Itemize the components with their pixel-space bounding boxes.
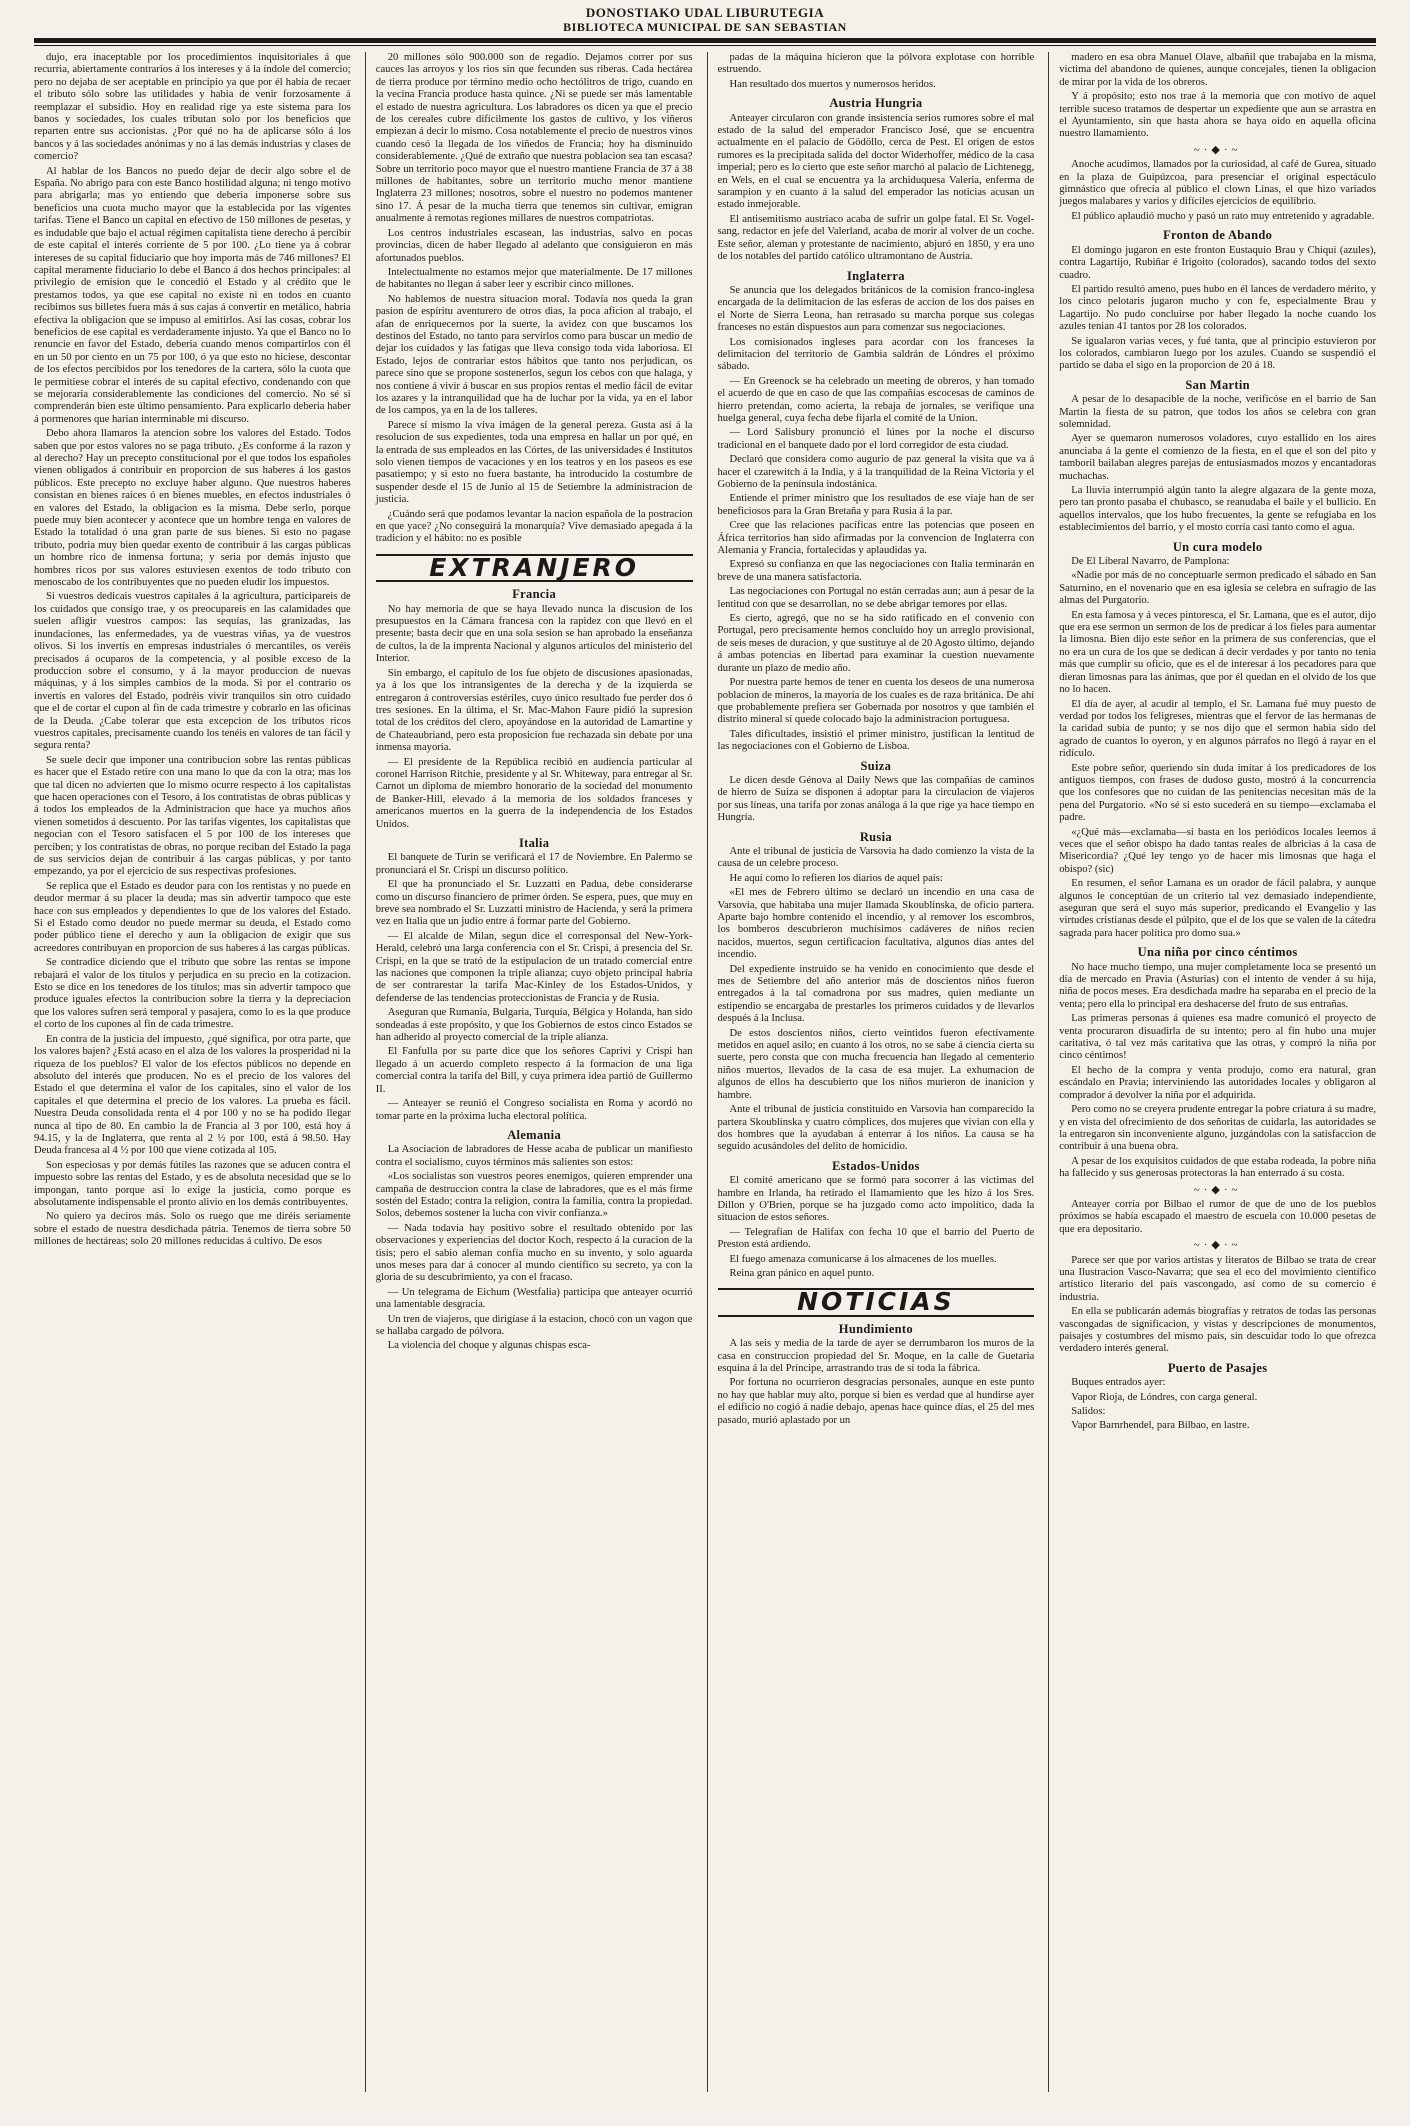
article-paragraph: Aseguran que Rumanía, Bulgaria, Turquía, Bélgica y Holanda, han sido sondeadas á este propósito, y que los Gobiernos de estos cinco Estados se han adherido al proyecto comercial de la triple alianza.: [375, 1007, 693, 1044]
column-2: [365, 52, 693, 2092]
article-paragraph: A pesar de los exquisitos cuidados de que estaba rodeada, la pobre niña ha fallecido y sus generosas protectoras la han enterrado á su costa.: [1059, 1155, 1376, 1180]
article-paragraph: «El mes de Febrero último se declaró un incendio en una casa de Varsovia, que habitaba una mujer llamada Skoublinska, de oficio partera. Aparte bajo hombre contenido el incendio, y al remover los escombros, los bomberos descubrieron muchísimos cadáveres de niños recien nacidos, muertos, segun certificacion facultativa, algunos días antes del incendio.: [717, 887, 1035, 961]
article-paragraph: A pesar de lo desapacible de la noche, verificóse en el barrio de San Martin la fiesta de su patron, que todos los años se celebra con gran solemnidad.: [1059, 394, 1376, 430]
section-heading: Fronton de Abando: [1163, 228, 1273, 243]
article-paragraph: El antisemitismo austriaco acaba de sufrir un golpe fatal. El Sr. Vogel-sang, redactor en jefe del Valerland, acaba de morir al volver de un coche. Este señor, aleman y protestante de nacimiento, abjuró en 1850, y era uno de los notables del partido católico ultramontano de Austria.: [717, 213, 1035, 263]
section-heading: San Martin: [1185, 377, 1250, 392]
article-paragraph: Por fortuna no ocurrieron desgracias personales, aunque en este punto no hay que hablar muy alto, porque si bien es verdad que al hundirse ayer el edificio no cogió á nadie debajo, apenas hace quince días, el 25 del mes pasado, murió aplastado por un: [717, 1377, 1035, 1426]
article-paragraph: De El Liberal Navarro, de Pamplona:: [1071, 556, 1230, 568]
article-paragraph: Se suele decir que imponer una contribucion sobre las rentas públicas es hacer que el Estado retire con una mano lo que da con la otra; mas los que tal dicen no advierten que lo mismo ocurre respecto á los capitalistas que hacen operaciones con el Tesoro, á los contratistas de obras públicas y á todos los empleados de la Administracion que hace ya muchos años vienen sometidos á descuento. Por las tarifas vigentes, los capitalistas que negocian con el Tesoro satisfacen el 5 por 100 de los intereses que perciben; y los contratistas de obras, no porque reciban del Estado la paga de sus servicios dejan de contribuir á las cargas públicas, y por tanto empezando, ya por el ejercicio de sus respectivas profesiones.: [34, 754, 351, 878]
section-heading: Puerto de Pasajes: [1167, 1360, 1268, 1375]
article-paragraph: Del expediente instruido se ha venido en conocimiento que desde el mes de Setiembre del año anterior más de doscientos niños fueron entregados á la tal comadrona por sus madres, quien mediante un estipendio se encargaba de prestarles los primeros cuidados y de llevarlos después á la Inclusa.: [717, 963, 1035, 1025]
article-paragraph: Anteayer corría por Bilbao el rumor de que de uno de los pueblos próximos se había escapado el maestro de escuela con 10.000 pesetas de que era depositario.: [1059, 1198, 1376, 1235]
article-paragraph: No quiero ya deciros más. Solo os ruego que me diréis seriamente sobre el estado de nuestra desdichada pátria. Tenemos de tierra sobre 50 millones de hectáreas; solo 20 millones reducidas á cultivo. De esos: [34, 1211, 351, 1248]
section-heading: Un cura modelo: [1172, 539, 1263, 554]
article-paragraph: Ayer se quemaron numerosos voladores, cuyo estallido en los aires anunciaba á la gente el comienzo de la fiesta, en el que el son del pito y tamboril bailaban alegres parejas de entusiasmados mozos y encantadoras muchachas.: [1059, 433, 1376, 482]
article-paragraph: No hay memoria de que se haya llevado nunca la discusion de los presupuestos en la Cámara francesa con la rapidez con que llevó en el presente; basta decir que en una sola sesion se han aprobado la enseñanza de cultos, la de la imprenta Nacional y algunos artículos del ministerio del Interior.: [375, 603, 693, 665]
article-paragraph: Los centros industriales escasean, las industrias, salvo en pocas provincias, dicen de haber llegado al adelanto que consiguieron en más afortunados pueblos.: [375, 227, 693, 264]
article-paragraph: Pero como no se creyera prudente entregar la pobre criatura á su madre, y en vista del ofrecimiento de dos señoritas de cuidarla, las autoridades se la entregaron sin inconveniente alguno, juzgándolas con la satisfaccion de contribuir á una buena obra.: [1059, 1104, 1376, 1153]
article-paragraph: Vapor Rioja, de Lóndres, con carga general.: [1071, 1391, 1258, 1403]
article-paragraph: Por nuestra parte hemos de tener en cuenta los deseos de una numerosa poblacion de mineros, la mayoría de los cuales es de raza británica. De ahí que probablemente prefiera ser Gobernada por nosotros y que también el distrito mineral sí quede colocado bajo la administracion portuguesa.: [717, 677, 1035, 726]
header-rule-thin: [34, 45, 1376, 46]
article-paragraph: He aquí como lo refieren los diarios de aquel país:: [729, 872, 943, 884]
section-heading: Austria Hungria: [829, 96, 923, 111]
header-rule-thick: [34, 38, 1376, 43]
article-paragraph: madero en esa obra Manuel Olave, albañil que trabajaba en la misma, víctima del abandono de quienes, aunque concejales, tienen la obligacion de mirar por la vida de los obreros.: [1059, 52, 1376, 88]
columns: [34, 52, 1376, 2092]
article-paragraph: — Anteayer se reunió el Congreso socialista en Roma y acordó no tomar parte en la próxima lucha electoral política.: [375, 1098, 693, 1122]
article-paragraph: Un tren de viajeros, que dirigíase á la estacion, chocó con un vagon que se hallaba cargado de pólvora.: [375, 1313, 693, 1337]
article-paragraph: — Lord Salisbury pronunció el lúnes por la noche el discurso tradicional en el banquete dado por el lord corregidor de esta ciudad.: [717, 427, 1035, 451]
article-paragraph: dujo, era inaceptable por los procedimientos inquisitoriales á que recurria, abiertamente contrarios á los intereses y á la índole del comercio; pero no dejaba de ser aceptable en principio ya que por él habia de recaer el tributo sólo sobre las utilidades y habia de venir forzosamente á reemplazar el subsidio. Hoy en realidad rige ya este sistema para los banos y sociedades, los cuales tributan solo por los beneficios que reparten entre sus accionistas. ¿Por qué no ha de aplicarse sólo á los bancos y á las sociedades anónimas y no á las demás industrias y clases de comercio?: [34, 52, 351, 163]
section-heading: Rusia: [859, 829, 892, 844]
article-paragraph: Parece ser que por varios artistas y literatos de Bilbao se trata de crear una Ilustracion Vasco-Navarra; que sea el eco del movimiento científico artístico literario del país vascongado, así como de su comercio é industria.: [1059, 1254, 1376, 1303]
noticias-banner: NOTICIAS: [718, 1288, 1035, 1316]
article-paragraph: El partido resultó ameno, pues hubo en él lances de verdadero mérito, y los cinco pelotaris jugaron mucho y con fe, especialmente Brau y Lagartijo. No pudo concluirse por haber llegado la noche cuando los azules tenian 41 tantos por 28 los colorados.: [1059, 283, 1376, 333]
article-paragraph: Intelectualmente no estamos mejor que materialmente. De 17 millones de habitantes no llegan á saber leer y escribir cinco millones.: [375, 266, 693, 291]
article-paragraph: Anoche acudimos, llamados por la curiosidad, al café de Gurea, situado en la plaza de Guipúzcoa, para presenciar el original espectáculo gimnástico que ofrecía al público el clown Linas, el que hizo variados juegos malabares y varios y difíciles ejercicios de equilibrio.: [1059, 159, 1376, 208]
article-paragraph: Se igualaron varias veces, y fué tanta, que al principio estuvieron por los colorados, cambiaron luego por los azules. Cuando se suspendió el partido se daba el sigo en la proporcion de 20 á 18.: [1059, 335, 1376, 372]
article-paragraph: 20 millones sólo 900.000 son de regadío. Dejamos correr por sus cauces las arroyos y los rios sin que fecunden sus riberas. Cada hectárea de tierra produce por término medio ocho hectólitros de trigo, cuando en la vecina Francia produce hasta quince. ¿Ni se puede ser más lamentable el estado de nuestra agricultura. Los labradores os dicen ya que el precio de los cereales cubre difícilmente los gastos de cultivo, y los viñeros empiezan á decir lo mismo. Cosa notablemente el precio de nuestros vinos cuando cesó la llegada de los viñedos de Francia; hoy ha disminuido considerablemente. ¿Qué de extraño que nuestra poblacion sea tan escasa? Sobre un territorio poco mayor que el nuestro mantiene Francia de 37 á 38 millones de habitantes, sobre un territorio mucho menor mantiene Inglaterra 23 millones; nosotros, sobre el nuestro no podemos mantener sino 17. Á pesar de la mucha tierra que tenemos sin cultivar, emigran anualmente á remotas regiones millares de nuestros compatriotas.: [375, 52, 693, 225]
article-paragraph: De estos doscientos niños, cierto veintidos fueron efectivamente metidos en aquel asilo; en cuanto á los otros, no se sabe á ciencia cierta su suerte, pero consta que con mucha frecuencia han llegado al cementerio niños muertos, llevados de la casa de esa mujer. La exhumacion de algunos de ellos ha descubierto que los niños murieron de inanicion y hambre.: [717, 1027, 1035, 1101]
article-paragraph: En esta famosa y á veces pintoresca, el Sr. Lamana, que es el autor, dijo que era ese sermon un sermon de los de predicar á los fieles para aumentar la limosna. Bien dijo este señor en la primera de sus conferencias, que el no era un cura de los que se dedican á decir verdades y por tanto no tenia más que cumplir su oficio, que es el de interesar á los pecadores para que dieran limosnas para las ánimas, que por él quedan en el olvido de los que no lo hacen.: [1059, 609, 1376, 696]
article-paragraph: — El presidente de la República recibió en audiencia particular al coronel Harrison Ritchie, presidente y al Sr. Whiteway, para entregar al Sr. Carnot un diploma de miembro honorario de la sociedad del monumento de Banker-Hill, elevado á la memoria de los soldados franceses y americanos muertos en la guerra de la independencia de los Estados Unidos.: [375, 756, 693, 830]
article-paragraph: Es cierto, agregó, que no se ha sido ratificado en el convenio con Portugal, pero precisamente hemos concluido hoy un arreglo provisional, de seis meses de duracion, y que sustituye al de 20 Agosto último, dejando á ambas potencias en libertad para examinar la cuestion nuevamente durante un plazo de medio año.: [717, 613, 1035, 674]
article-paragraph: Al hablar de los Bancos no puedo dejar de decir algo sobre el de España. No abrigo para con este Banco hostilidad alguna; ni tengo motivo para abrigarla; mas yo entiendo que deberia imponerse sobre sus beneficios una cuota mucho mayor que la establecida por las vigentes tarifas. Tiene el Banco un capital en efectivo de 150 millones de pesetas, y es indudable que bajo el actual régimen capitalista tiene derecho á percibir de este capital el interés corriente de 5 por 100. ¿Lo tiene ya á cobrar intereses de su capital fiduciario que hoy importa más de 746 millones? El capital meramente fiduciario lo debe el Banco á dos hechos principales: al privilegio de emision que le concedió el Estado y al crédito que le prestamos todos, ya que ese capital no existe ni en todos en cuanto recibimos sus billetes fuera más á sus cajas á convertir en metálico, habria efectiva la obligacion que se impuso al emitirlos. Así las cosas, cobrar los beneficios de ese capital es verdaderamente injusto. Ya que el Banco no lo renuncie en favor del Estado, deberia cuando menos compartirlos con él en un 50 por ciento en un 75 por 100, ó ya que esto no hiciese, descontar de los efectos percibidos por los tenedores de la cartera, sólo la cuota que le permitiese cobrar el interés de su capital efectivo, condenando con que se mejoraria considerablemente las condiciones del comercio. No sé si comprenderán bien este último pensamiento. Para explicarlo deberia haber á pormenores que harian interminable mi discurso.: [34, 165, 351, 425]
article-paragraph: No hablemos de nuestra situacion moral. Todavía nos queda la gran pasion de espíritu aventurero de otros dias, la poca aficion al trabajo, el afan de enriquecernos por la suerte, la avidez con que buscamos los destinos del Estado, no tanto para servirlos como para buscar un medio de dejar los cuidados y las fatigas que lleva consigo toda vida laboriosa. El Estado, lejos de contrariar estos hábitos que tanto nos perjudican, os parece sino que se propone sostenerlos, segun los cebos con que halaga, y nos contiene á vivir á buscar en sus propios rentas el medio fácil de evitar los azares y la intranquilidad que ha de luchar por la vida, ya en el labor de los campos, ya en la de los talleres.: [375, 293, 693, 417]
article-paragraph: Se anuncia que los delegados británicos de la comision franco-inglesa encargada de la delimitacion de las esferas de accion de los dos paises en el Norte de Sierra Leona, han retrasado su marcha porque sus colegas franceses no están dispuestos aun para comenzar sus negociaciones.: [717, 284, 1035, 334]
article-paragraph: La lluvia interrumpió algún tanto la alegre algazara de la gente moza, pero tan pronto pasaba el chubasco, se reanudaba el baile y el bullicio. En aquellos intervalos, que los hubo frecuentes, la gente se refugiaba en los establecimientos del barrio, y el mosto corría casi tanto como el agua.: [1059, 485, 1376, 534]
article-paragraph: «¿Qué más—exclamaba—si basta en los periódicos locales leemos á veces que el señor obispo ha dado tantas reales de albricias á la casa de Misericordia? ¿Qué ley tengo yo de hacer mis limosnas que haga el obispo? (sic): [1059, 826, 1376, 875]
section-heading: Una niña por cinco céntimos: [1137, 945, 1298, 960]
article-paragraph: — En Greenock se ha celebrado un meeting de obreros, y han tomado el acuerdo de que en caso de que las compañías escocesas de caminos de hierro pretendan, como acierta, la rebaja de jornales, se verifique una huelga general, cuya fecha debe fijarla el comité de la Union.: [717, 375, 1035, 424]
article-paragraph: Cree que las relaciones pacíficas entre las potencias que poseen en África territorios han sido afirmadas por la convencion de Inglaterra con Alemania y Francia, fortalecidas y aplaudidas ya.: [717, 520, 1035, 557]
article-paragraph: — Nada todavía hay positivo sobre el resultado obtenido por las observaciones y experiencias del doctor Koch, respecto á la curacion de la tisis; pero el sabio aleman confía mucho en su invento, y solo aguarda unos meses para dar á conocer al mundo científico su secreto, ya con la gloria de su descubrimiento, ya con el fracaso.: [375, 1222, 693, 1284]
library-name-basque: DONOSTIAKO UDAL LIBURUTEGIA: [585, 5, 825, 20]
article-paragraph: Se contradice diciendo que el tributo que sobre las rentas se impone rebajará el valor de los títulos y perjudica en su precio en la cotizacion. Esto se dice en los tenedores de los títulos; mas sin advertir tampoco que produce iguales efectos la contribucion sobre la tierra y la depreciacion que los valores sufren será temporal y pasajera, como lo es la que produce el corto de los cupones al fin de cada trimestre.: [34, 957, 351, 1031]
article-paragraph: Tales dificultades, insistió el primer ministro, justifican la lentitud de las negociaciones con el Gobierno de Lisboa.: [717, 728, 1035, 753]
extranjero-banner: EXTRANJERO: [376, 554, 693, 582]
article-paragraph: El domingo jugaron en este fronton Eustaquio Brau y Chiqui (azules), contra Lagartijo, Rubiñar é Irigoito (colorados), sacando todos del sexto cuadro.: [1059, 244, 1376, 281]
section-heading: Inglaterra: [846, 268, 905, 283]
article-paragraph: Son especiosas y por demás fútiles las razones que se aducen contra el impuesto sobre las rentas del Estado, y es de absoluta necesidad que se lo impongan, tanto porque así lo exige la justicia, como porque es absolutamente indispensable el pronto alivio en los demás contribuyentes.: [34, 1159, 351, 1208]
article-paragraph: A las seis y media de la tarde de ayer se derrumbaron los muros de la casa en construccion propiedad del Sr. Moque, en la calle de Guetaria esquina á la del Príncipe, arrastrando tras de sí toda la fábrica.: [717, 1338, 1035, 1374]
article-paragraph: Se replica que el Estado es deudor para con los rentistas y no puede en deudor mermar á su placer la deuda; mas sin advertir tampoco que este hace con sus empleados y dependientes lo que de los valores del Estado. Si el Estado como deudor no puede mermar su deuda, el Estado como poder público tiene el derecho y aun la obligacion de exigir que sus acreedores contribuyan en proporcion de sus haberes á las cargas públicas.: [34, 880, 351, 954]
article-paragraph: El fuego amenaza comunicarse á los almacenes de los muelles.: [729, 1253, 997, 1265]
section-heading: Hundimiento: [838, 1321, 913, 1336]
article-paragraph: padas de la máquina hicieron que la pólvora explotase con horrible estruendo.: [717, 52, 1035, 76]
article-paragraph: En resumen, el señor Lamana es un orador de fácil palabra, y aunque algunos le conceptúan de un criterio tal vez demasiado independiente, aseguran que será el suyo más superior, predicando el Evangelio y las virtudes cristianas desde el púlpito, que el de los que se valen de la cátedra sagrada para hacer política pro domo sua.»: [1059, 878, 1376, 939]
column-1: [34, 52, 351, 2092]
article-paragraph: Este pobre señor, queriendo sin duda imitar á los predicadores de los antiguos tiempos, con frases de dudoso gusto, mostró á la concurrencia que los confesores que no cuidan de las penitencias necesitan más de la pena del Purgatorio. «No sé si esto sucederá en su tiempo—exclamaba el padre.: [1059, 762, 1376, 824]
article-paragraph: Vapor Barnrhendel, para Bilbao, en lastre.: [1071, 1420, 1250, 1432]
article-paragraph: Declaró que considera como augurio de paz general la visita que va á hacer el czarewitch á la India, y á la tranquilidad de la Reina Victoria y el Gobierno de la península indostánica.: [717, 454, 1035, 490]
ornament-divider: ~·◆·~: [1193, 1183, 1242, 1196]
article-paragraph: El comité americano que se formó para socorrer á las víctimas del hambre en Irlanda, ha retirado el llamamiento que les hizo á los Sres. Dillon y O'Brien, porque se ha juzgado como acto impolítico, dada la situacion de estos señores.: [717, 1175, 1035, 1224]
article-paragraph: Anteayer circularon con grande insistencia serios rumores sobre el mal estado de la salud del emperador Francisco José, que se encuentra actualmente en el palacio de Gödöllo, cerca de Pest. El origen de estos rumores es la precipitada salida del doctor Widerhoffer, médico de la casa imperial; pero es lo cierto que este señor marchó al palacio de Lichtenegg, en Wels, en el cual se encuentra ya la archiduquesa Valeria, enferma de sarampion y en cuanto á la salud del emperador las noticias acusan un estado inmejorable.: [717, 112, 1035, 211]
article-paragraph: Reina gran pánico en aquel punto.: [729, 1267, 875, 1279]
article-paragraph: Buques entrados ayer:: [1071, 1377, 1166, 1389]
article-paragraph: En contra de la justicia del impuesto, ¿qué significa, por otra parte, que los valores bajen? ¿Está acaso en el alza de los valores la prosperidad ni la riqueza de los pueblos? El valor de los efectos públicos no depende en absoluto del interés que producen. No es el precio de los valores del Estado el que determina el valor de los capitales, sino el valor de los capitales el que determina el precio de los valores. La prueba es fácil. Nuestra Deuda consolidada renta el 4 por 100 y no se ha podido llegar nunca al tipo de 80. En cambio la de Francia al 3 por 100, está hoy á 94.15, y la de Inglaterra, que renta al 2 ½ por 100, está á 98.50. Hay Deuda francesa al 4 ½ por 100 que viene cotizada al 105.: [34, 1033, 351, 1157]
ornament-divider: ~·◆·~: [1193, 143, 1242, 156]
column-3: [707, 52, 1035, 2092]
article-paragraph: Expresó su confianza en que las negociaciones con Italia terminarán en breve de una manera satisfactoria.: [717, 559, 1035, 583]
article-paragraph: El día de ayer, al acudir al templo, el Sr. Lamana fué muy puesto de verdad por todos los feligreses, mientras que el fervor de las hermanas de la caridad subia de punto; y se nos dijo que el sermon habia sido del agrado de cuantos lo oyeron, y en algunos párrafos no llegó á rayar en el ridículo.: [1059, 698, 1376, 760]
section-heading: Suiza: [860, 758, 892, 773]
article-paragraph: Y á propósito; esto nos trae á la memoria que con motivo de aquel terrible suceso tratamos de despertar un expediente que aun se arrastra en el Ayuntamiento, sin que hasta ahora se haya oido en aquella oficina nuestro llamamiento.: [1059, 91, 1376, 140]
article-paragraph: La violencia del choque y algunas chispas esca-: [387, 1340, 591, 1352]
article-paragraph: «Los socialistas son vuestros peores enemigos, quieren emprender una campaña de destruccion contra la clase de labradores, que es el más firme sostén del Estado; contra la religion, contra la familia, contra la propiedad. Solos, debemos sostener la lucha con vivir confianza.»: [375, 1171, 693, 1220]
article-paragraph: — Telegrafían de Halifax con fecha 10 que el barrio del Puerto de Preston está ardiendo.: [717, 1226, 1035, 1251]
ornament-divider: ~·◆·~: [1193, 1239, 1242, 1252]
column-4: [1048, 52, 1376, 2092]
article-paragraph: Salidos:: [1071, 1406, 1106, 1418]
article-paragraph: En ella se publicarán además biografías y retratos de todas las personas vascongadas de significacion, y vistas y descripciones de monumentos, paisajes y costumbres del mismo país, sin descuidar todo lo que ofrezca verdadero interés general.: [1059, 1306, 1376, 1355]
article-paragraph: El hecho de la compra y venta produjo, como era natural, gran escándalo en Pravia; interviniendo las autoridades locales y obligaron al comprador á devolver la niña por el adquirida.: [1059, 1064, 1376, 1101]
article-paragraph: — El alcalde de Milan, segun dice el corresponsal del New-York-Herald, celebró una larga conferencia con el Sr. Crispi, á presencia del Sr. Crispi, en la que se trató de la estipulacion de un tratado comercial entre las naciones que componen la triple alianza; cuyo objeto principal habría de ser contrarestar la tarifa Mac-Kinley de los Estados-Unidos, y defenderse de las tendencias proteccionistas de Francia y de Rusia.: [375, 930, 693, 1004]
article-paragraph: El Fanfulla por su parte dice que los señores Caprivi y Crispi han llegado á un acuerdo completo respecto á la formacion de una liga comercial contra la tarifa del Bill, y cuya primera idea partió de Guillermo II.: [375, 1046, 693, 1095]
article-paragraph: Las negociaciones con Portugal no están cerradas aun; aun á pesar de la lentitud con que se desarrollan, no se debe abrigar temores por ellas.: [717, 586, 1035, 610]
article-paragraph: No hace mucho tiempo, una mujer completamente loca se presentó un día de mercado en Pravia (Asturias) con el intento de vender á su hija, niña de pocos meses. Era desdichada madre ha separaba en el precio de la venta; pero ella lo principal era deshacerse del fruto de sus entrañas.: [1059, 961, 1376, 1010]
article-paragraph: Sin embargo, el capítulo de los fue objeto de discusiones apasionadas, ya á los que los intransigentes de la derecha y de la izquierda se entregaron á controversias estériles, cuyo único resultado fue perder dos ó tres sesiones. En la última, el Sr. Mac-Mahon Faure pidió la supresion total de los créditos del clero, apoyándose en la autoridad de Lamartine y de Chateaubriand, pero esta proposicion fue rechazada sin debate por una inmensa mayoría.: [375, 667, 693, 754]
article-paragraph: El que ha pronunciado el Sr. Luzzatti en Padua, debe considerarse como un discurso financiero de primer órden. Se espera, pues, que muy en breve sea nombrado el Sr. Luzzatti ministro de Hacienda, y será la primera vez en Italia que un judío entre á formar parte del Gobierno.: [375, 879, 693, 928]
article-paragraph: El público aplaudió mucho y pasó un rato muy entretenido y agradable.: [1071, 210, 1375, 222]
article-paragraph: Los comisionados ingleses para acordar con los franceses la delimitacion del territorio de Gambia saldrán de Lóndres el próximo sábado.: [717, 336, 1035, 373]
library-name-spanish: BIBLIOTECA MUNICIPAL DE SAN SEBASTIAN: [563, 20, 847, 34]
section-heading: Estados-Unidos: [832, 1158, 920, 1173]
article-paragraph: Han resultado dos muertos y numerosos heridos.: [729, 78, 936, 90]
article-paragraph: Si vuestros dedicais vuestros capitales á la agricultura, participareis de los cuidados que consigo trae, y os preocupareis en las calamidades que suelen afligir vuestros campos: las sequías, las granizadas, las inundaciones, las enfermedades, ya de vuestras viñas, ya de vuestros olivos. Si los invertís en empresas industriales ó mercantiles, os veréis precisados á ocuparos de la competencia, y al posible exceso de la produccion sobre el consumo, y á la mayor produccion de nuevas máquinas, y á los simples cambios de la moda. Si por el contrario os invertís en valores del Estado, podréis vivir tranquilos sin otro cuidado que el de cortar el cupon al fin de cada trimestre y cobrarlo en las oficinas de la Deuda. ¿Cabe tolerar que esta excepcion de los tributos ricos vuestros capitales, precisamente cuando los tenéis en valores de tan fácil y segura renta?: [34, 591, 351, 752]
section-heading: Alemania: [507, 1127, 562, 1142]
article-paragraph: «Nadie por más de no conceptuarle sermon predicado el sábado en San Saturnino, en el novenario que en esa iglesia se celebra en sufragio de las almas del Purgatorio.: [1059, 570, 1376, 607]
article-paragraph: Las primeras personas á quienes esa madre comunicó el proyecto de venta procuraron disuadirla de su intento; pero al fin hubo una mujer caritativa, ó tal vez más caritativa que las otras, y compró la niña por cinco céntimos!: [1059, 1013, 1376, 1062]
article-paragraph: La Asociacion de labradores de Hesse acaba de publicar un manifiesto contra el socialismo, cuyos términos más salientes son estos:: [375, 1144, 693, 1168]
masthead: [34, 6, 1376, 34]
article-paragraph: Debo ahora llamaros la atencion sobre los valores del Estado. Todos saben que por estos valores no se paga tributo. ¿Es conforme á la razon y al derecho? Hay un precepto constitucional por el que todos los españoles vienen obligados á contribuir en proporcion de sus haberes á los gastos públicos. Este precepto no excluye haber alguno. Que nuestros haberes consistan en bienes raíces ó en bienes muebles, en efectos industriales ó en valores del Estado, la obligacion es la misma. Debe serlo, porque puede muy bien acontecer y acontece que un hombre tenga en valores de Estado la totalidad ó una gran parte de sus bienes. Si esto no pagase tributo, podria muy bien quedar exento de contribuir á las cargas públicas un hombre rico de inmensa fortuna; y seria por demás injusto que hombres ricos por sus valores estuviesen exentos de todo tributo con menoscabo de los contribuyentes que no pueden eludir los impuestos.: [34, 428, 351, 589]
article-paragraph: ¿Cuándo será que podamos levantar la nacion española de la postracion en que yace? ¿No conseguirá la monarquía? Vive demasiado apegada á la tradicion y el hábito: no es posible: [375, 508, 693, 545]
article-paragraph: El banquete de Turin se verificará el 17 de Noviembre. En Palermo se pronunciará el Sr. Crispi un discurso político.: [375, 852, 693, 876]
article-paragraph: — Un telegrama de Eichum (Westfalia) participa que anteayer ocurrió una lamentable desgracia.: [375, 1286, 693, 1311]
article-paragraph: Parece sí mismo la viva imágen de la general pereza. Gusta así á la resolucion de sus expedientes, toda una empresa en hallar un por qué, en la entrada de sus empleados en las Córtes, de las universidades é Institutos solo vienen tiempos de vacaciones y en los teatros y en los paseos es ese pasatiempo; y si esto no fuera bastante, ha introducido la costumbre de suspender desde el 15 de Junio al 15 de Setiembre la administracion de justicia.: [375, 419, 693, 506]
section-heading: Italia: [518, 835, 550, 850]
article-paragraph: Ante el tribunal de justicia constituido en Varsovia han comparecido la partera Skoublinska y cuatro cómplices, dos mujeres que vivian con ella y dos hombres que la ayudaban á enterrar á los niños. La causa se ha seguido acusándoles del delito de homicidio.: [717, 1104, 1035, 1153]
article-paragraph: Ante el tribunal de justicia de Varsovia ha dado comienzo la vista de la causa de un celebre proceso.: [717, 845, 1035, 870]
article-paragraph: Entiende el primer ministro que los resultados de ese viaje han de ser beneficiosos para la Gran Bretaña y para Rusia á la par.: [717, 493, 1035, 517]
article-paragraph: Le dicen desde Génova al Daily News que las compañías de caminos de hierro de Suiza se disponen á adoptar para la circulacion de viajeros por sus líneas, una tarifa por zonas análoga á la que rige ya hace tiempo en Hungría.: [717, 774, 1035, 824]
section-heading: Francia: [512, 587, 556, 602]
